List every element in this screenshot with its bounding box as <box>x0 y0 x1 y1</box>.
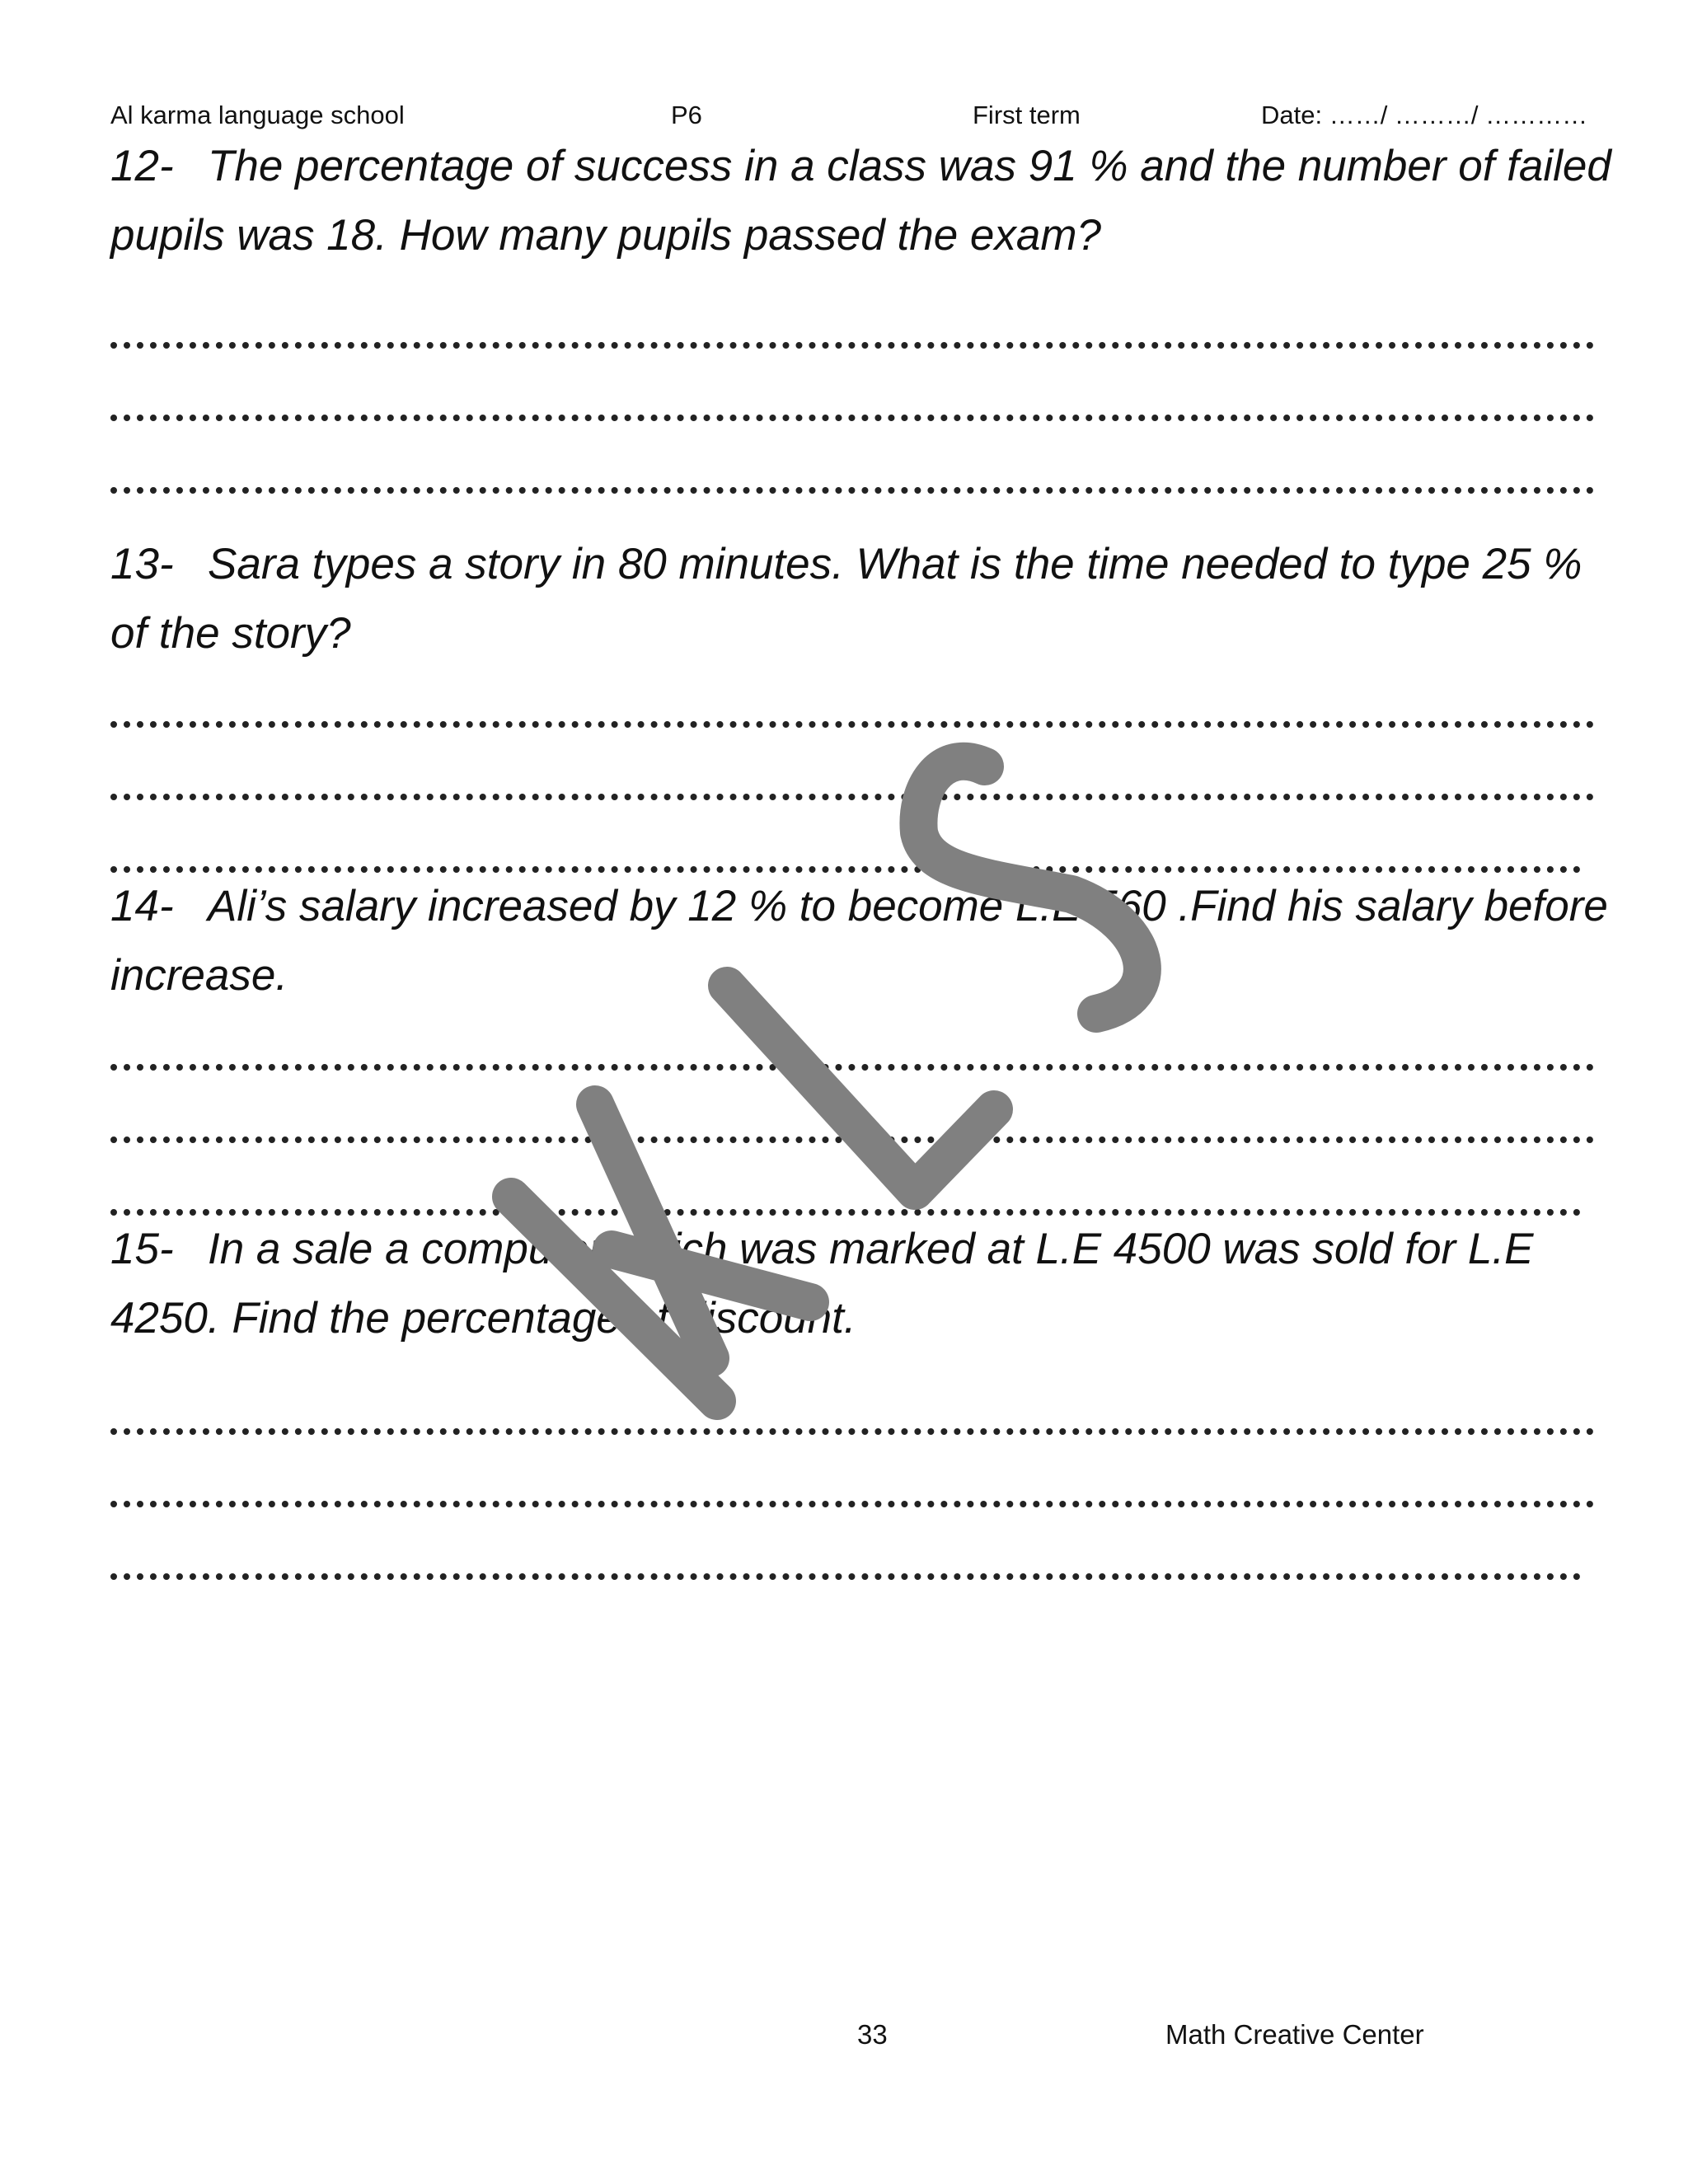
answer-line[interactable] <box>110 1031 1594 1071</box>
date-field: Date: ……/ ………/ ………… <box>1261 101 1588 129</box>
question-12 <box>110 132 1627 270</box>
footer-center-name: Math Creative Center <box>1165 2019 1424 2050</box>
question-line <box>110 872 1627 941</box>
question-13 <box>110 530 1627 668</box>
question-15 <box>110 1215 1627 1353</box>
question-line: increase. <box>110 951 288 1000</box>
question-number: 12- <box>110 142 174 190</box>
question-number: 15- <box>110 1225 174 1273</box>
question-line: 4250. Find the percentage of discount. <box>110 1294 856 1343</box>
question-line <box>110 132 1627 201</box>
answer-line[interactable] <box>110 1540 1581 1580</box>
answer-line[interactable] <box>110 1468 1594 1507</box>
watermark-l <box>727 986 994 1191</box>
question-number: 14- <box>110 882 174 930</box>
question-text: In a sale a computer which was marked at L.E 4500 was sold for L.E <box>208 1225 1534 1273</box>
question-line: of the story? <box>110 609 351 658</box>
answer-line[interactable] <box>110 761 1594 800</box>
question-text: Ali’s salary increased by 12 % to become L.E 560 .Find his salary before <box>208 882 1608 930</box>
grade-label: P6 <box>671 101 702 129</box>
answer-line[interactable] <box>110 688 1594 728</box>
answer-line[interactable] <box>110 833 1581 873</box>
answer-line[interactable] <box>110 1395 1594 1435</box>
question-line: pupils was 18. How many pupils passed the exam? <box>110 211 1101 260</box>
term-label: First term <box>973 101 1081 129</box>
answer-line[interactable] <box>110 382 1594 421</box>
question-line <box>110 1215 1627 1284</box>
question-14 <box>110 872 1627 1010</box>
answer-line[interactable] <box>110 454 1594 494</box>
answer-line[interactable] <box>110 1176 1581 1216</box>
answer-line[interactable] <box>110 1104 1594 1143</box>
question-text: The percentage of success in a class was 91 % and the number of failed <box>208 142 1611 190</box>
question-number: 13- <box>110 540 174 588</box>
question-text: Sara types a story in 80 minutes. What is the time needed to type 25 % <box>208 540 1582 588</box>
answer-line[interactable] <box>110 309 1594 349</box>
page-number: 33 <box>857 2019 888 2050</box>
school-name: Al karma language school <box>110 101 405 129</box>
page-header <box>110 99 1594 132</box>
question-line <box>110 530 1627 599</box>
